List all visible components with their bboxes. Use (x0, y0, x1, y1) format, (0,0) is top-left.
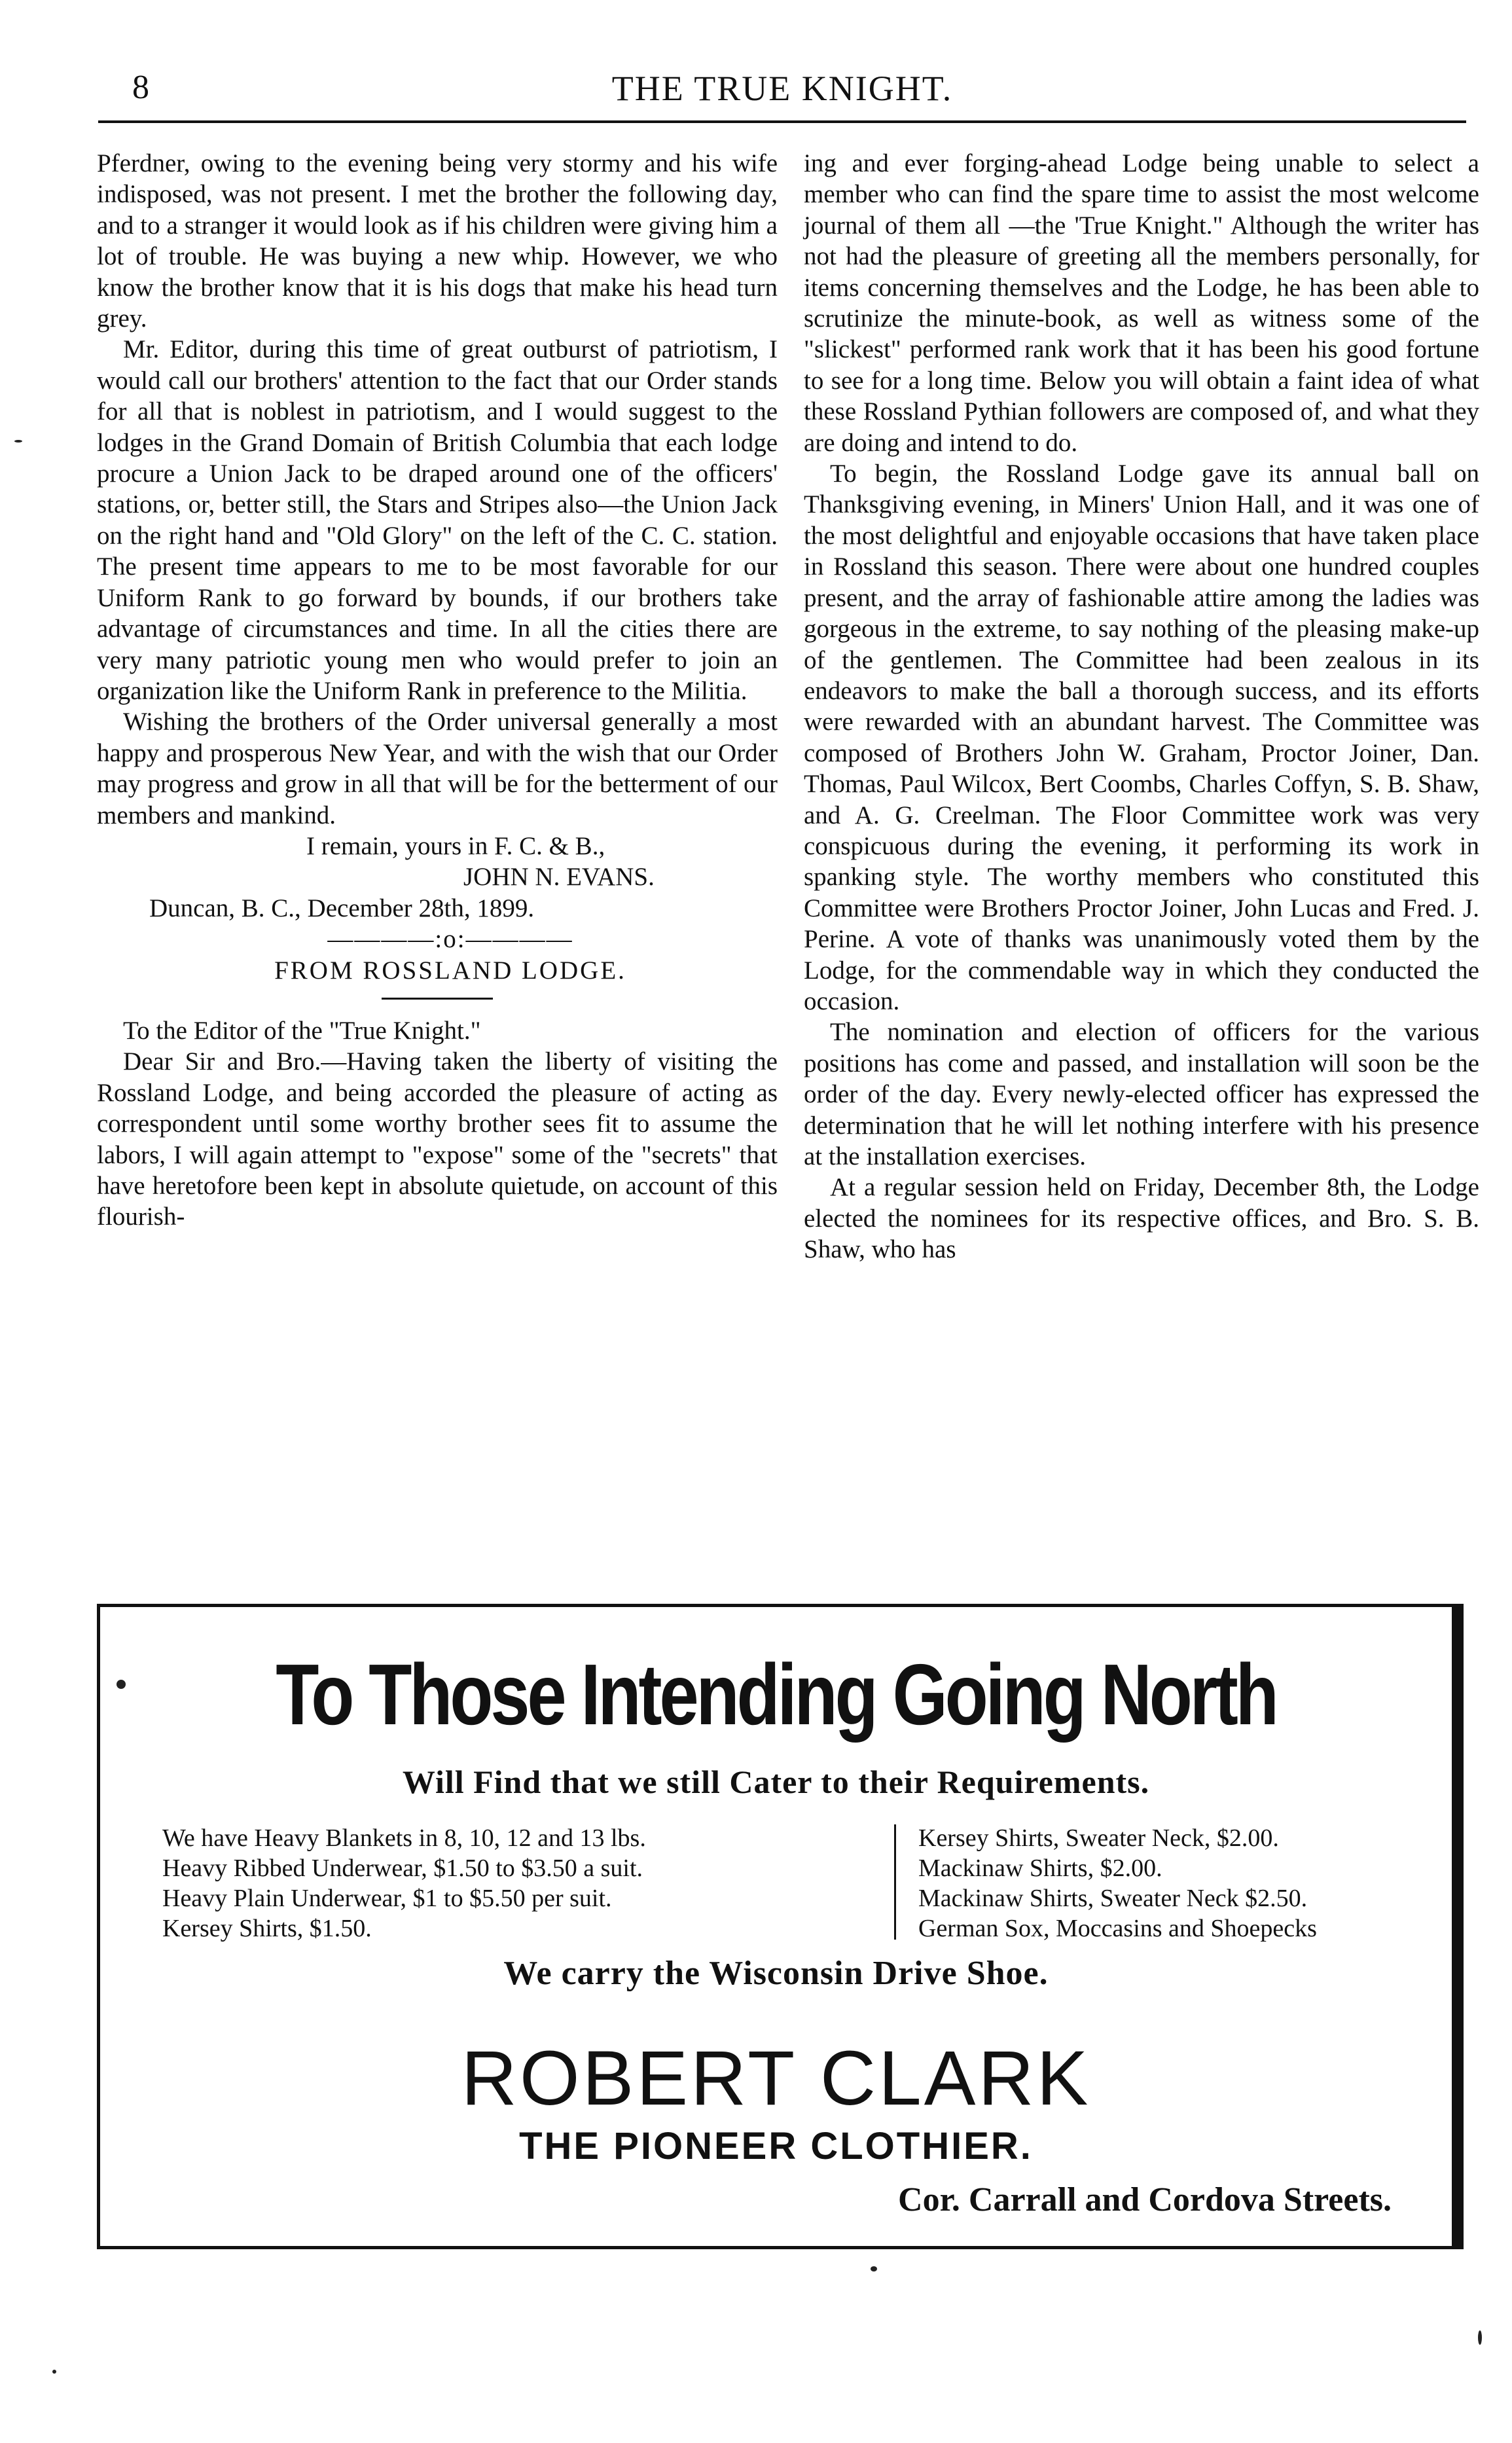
ad-item: Mackinaw Shirts, Sweater Neck $2.50. (918, 1885, 1308, 1912)
left-column (97, 148, 778, 1233)
article-paragraph: At a regular session held on Friday, December 8th, the Lodge elected the nominees for its respective offices, and Bro. S. B. Shaw, who has (804, 1173, 1479, 1264)
ad-item: We have Heavy Blankets in 8, 10, 12 and 13 lbs. (162, 1824, 646, 1852)
article-paragraph: Mr. Editor, during this time of great outburst of patriotism, I would call our brothers' attention to the fact that our Order stands for all that is noblest in patriotism, and I would suggest to the lodges in the Grand Domain of British Columbia that each lodge procure a Union Jack to be draped around one of the officers' stations, or, better still, the Stars and Stripes also—the Union Jack on the right hand and "Old Glory" on the left of the C. C. station. The present time appears to me to be most favorable for our Uniform Rank to go forward by bounds, if our brothers take advantage of circumstances and time. In all the cities there are very many patriotic young men who would prefer to join an organization like the Uniform Rank in preference to the Militia. (97, 335, 778, 705)
ad-item-list-left (162, 1823, 856, 1944)
ad-tagline: THE PIONEER CLOTHIER. (519, 2125, 1033, 2167)
article-paragraph: Wishing the brothers of the Order universal generally a most happy and prosperous New Year, and with the wish that our Order may progress and grow in all that will be for the betterment of our members and mankind. (97, 708, 778, 829)
print-speck (871, 2266, 877, 2271)
ad-brand-name: ROBERT CLARK (461, 2035, 1091, 2122)
ad-item: Heavy Plain Underwear, $1 to $5.50 per suit. (162, 1885, 612, 1912)
ad-item: Heavy Ribbed Underwear, $1.50 to $3.50 a suit. (162, 1855, 643, 1882)
dateline: Duncan, B. C., December 28th, 1899. (149, 894, 535, 922)
ad-list-divider (894, 1824, 896, 1940)
print-speck (117, 1680, 126, 1689)
ad-address: Cor. Carrall and Cordova Streets. (898, 2181, 1392, 2218)
ad-heading: To Those Intending Going North (276, 1646, 1276, 1743)
header-rule (98, 120, 1466, 123)
ad-item: German Sox, Moccasins and Shoepecks (918, 1915, 1317, 1942)
ad-item: Kersey Shirts, $1.50. (162, 1915, 372, 1942)
salutation: To the Editor of the "True Knight." (123, 1016, 481, 1045)
article-paragraph: The nomination and election of officers for the various positions has come and passed, and installation will soon be the order of the day. Every newly-elected officer has expressed the determination that he will let nothing interfere with his presence at the installation exercises. (804, 1018, 1479, 1170)
print-speck (14, 440, 22, 443)
ad-slogan: We carry the Wisconsin Drive Shoe. (503, 1955, 1049, 1992)
print-speck (1478, 2330, 1482, 2345)
signature: JOHN N. EVANS. (463, 863, 655, 892)
ad-subheading: Will Find that we still Cater to their Requirements. (402, 1764, 1150, 1800)
section-heading: FROM ROSSLAND LODGE. (274, 956, 626, 985)
article-paragraph: ing and ever forging-ahead Lodge being unable to select a member who can find the spare time to assist the most welcome journal of them all —the 'True Knight." Although the writer has not had the pleasure of greeting all the members personally, for items concerning themselves and the Lodge, he has been able to scrutinize the minute-book, as well as witness some of the "slickest" performed rank work that it has been his good fortune to see for a long time. Below you will obtain a faint idea of what these Rossland Pythian followers are composed of, and what they are doing and intend to do. (804, 149, 1479, 457)
sign-off: I remain, yours in F. C. & B., (306, 831, 605, 860)
section-divider: ————:o:———— (327, 925, 573, 954)
ad-item: Kersey Shirts, Sweater Neck, $2.00. (918, 1824, 1279, 1852)
article-paragraph: Dear Sir and Bro.—Having taken the liberty of visiting the Rossland Lodge, and being accorded the pleasure of acting as correspondent until some worthy brother sees fit to assume the labors, I will again attempt to "expose" some of the "secrets" that have heretofore been kept in absolute quietude, on account of this flourish- (97, 1047, 778, 1231)
journal-title: THE TRUE KNIGHT. (611, 69, 953, 108)
heading-rule (382, 998, 493, 1000)
article-paragraph: Pferdner, owing to the evening being very stormy and his wife indisposed, was not present. I met the brother the following day, and to a stranger it would look as if his children were giving him a lot of trouble. He was buying a new whip. However, we who know the brother know that it is his dogs that make his head turn grey. (97, 149, 778, 333)
print-speck (52, 2370, 56, 2374)
right-column (804, 148, 1479, 1265)
article-paragraph: To begin, the Rossland Lodge gave its annual ball on Thanksgiving evening, in Miners' Union Hall, and it was one of the most delightful and enjoyable occasions that have taken place in Rossland this season. There were about one hundred couples present, and the array of fashionable attire among the ladies was gorgeous in the extreme, to say nothing of the pleasing make-up of the gentlemen. The Committee had been zealous in its endeavors to make the ball a thorough success, and its efforts were rewarded with an abundant harvest. The Committee was composed of Brothers John W. Graham, Proctor Joiner, Dan. Thomas, Paul Wilcox, Bert Coombs, Charles Coffyn, S. B. Shaw, and A. G. Creelman. The Floor Committee work was very conspicuous during the evening, it performing its work in spanking style. The worthy members who constituted this Committee were Brothers Proctor Joiner, John Lucas and Fred. J. Perine. A vote of thanks was unanimously voted them by the Lodge, for the commendable way in which they conducted the occasion. (804, 460, 1479, 1015)
advertisement-box (97, 1604, 1464, 2249)
page-header (98, 68, 1466, 120)
ad-item-list-right (918, 1823, 1416, 1944)
ad-item: Mackinaw Shirts, $2.00. (918, 1855, 1162, 1882)
page-number: 8 (132, 69, 149, 106)
